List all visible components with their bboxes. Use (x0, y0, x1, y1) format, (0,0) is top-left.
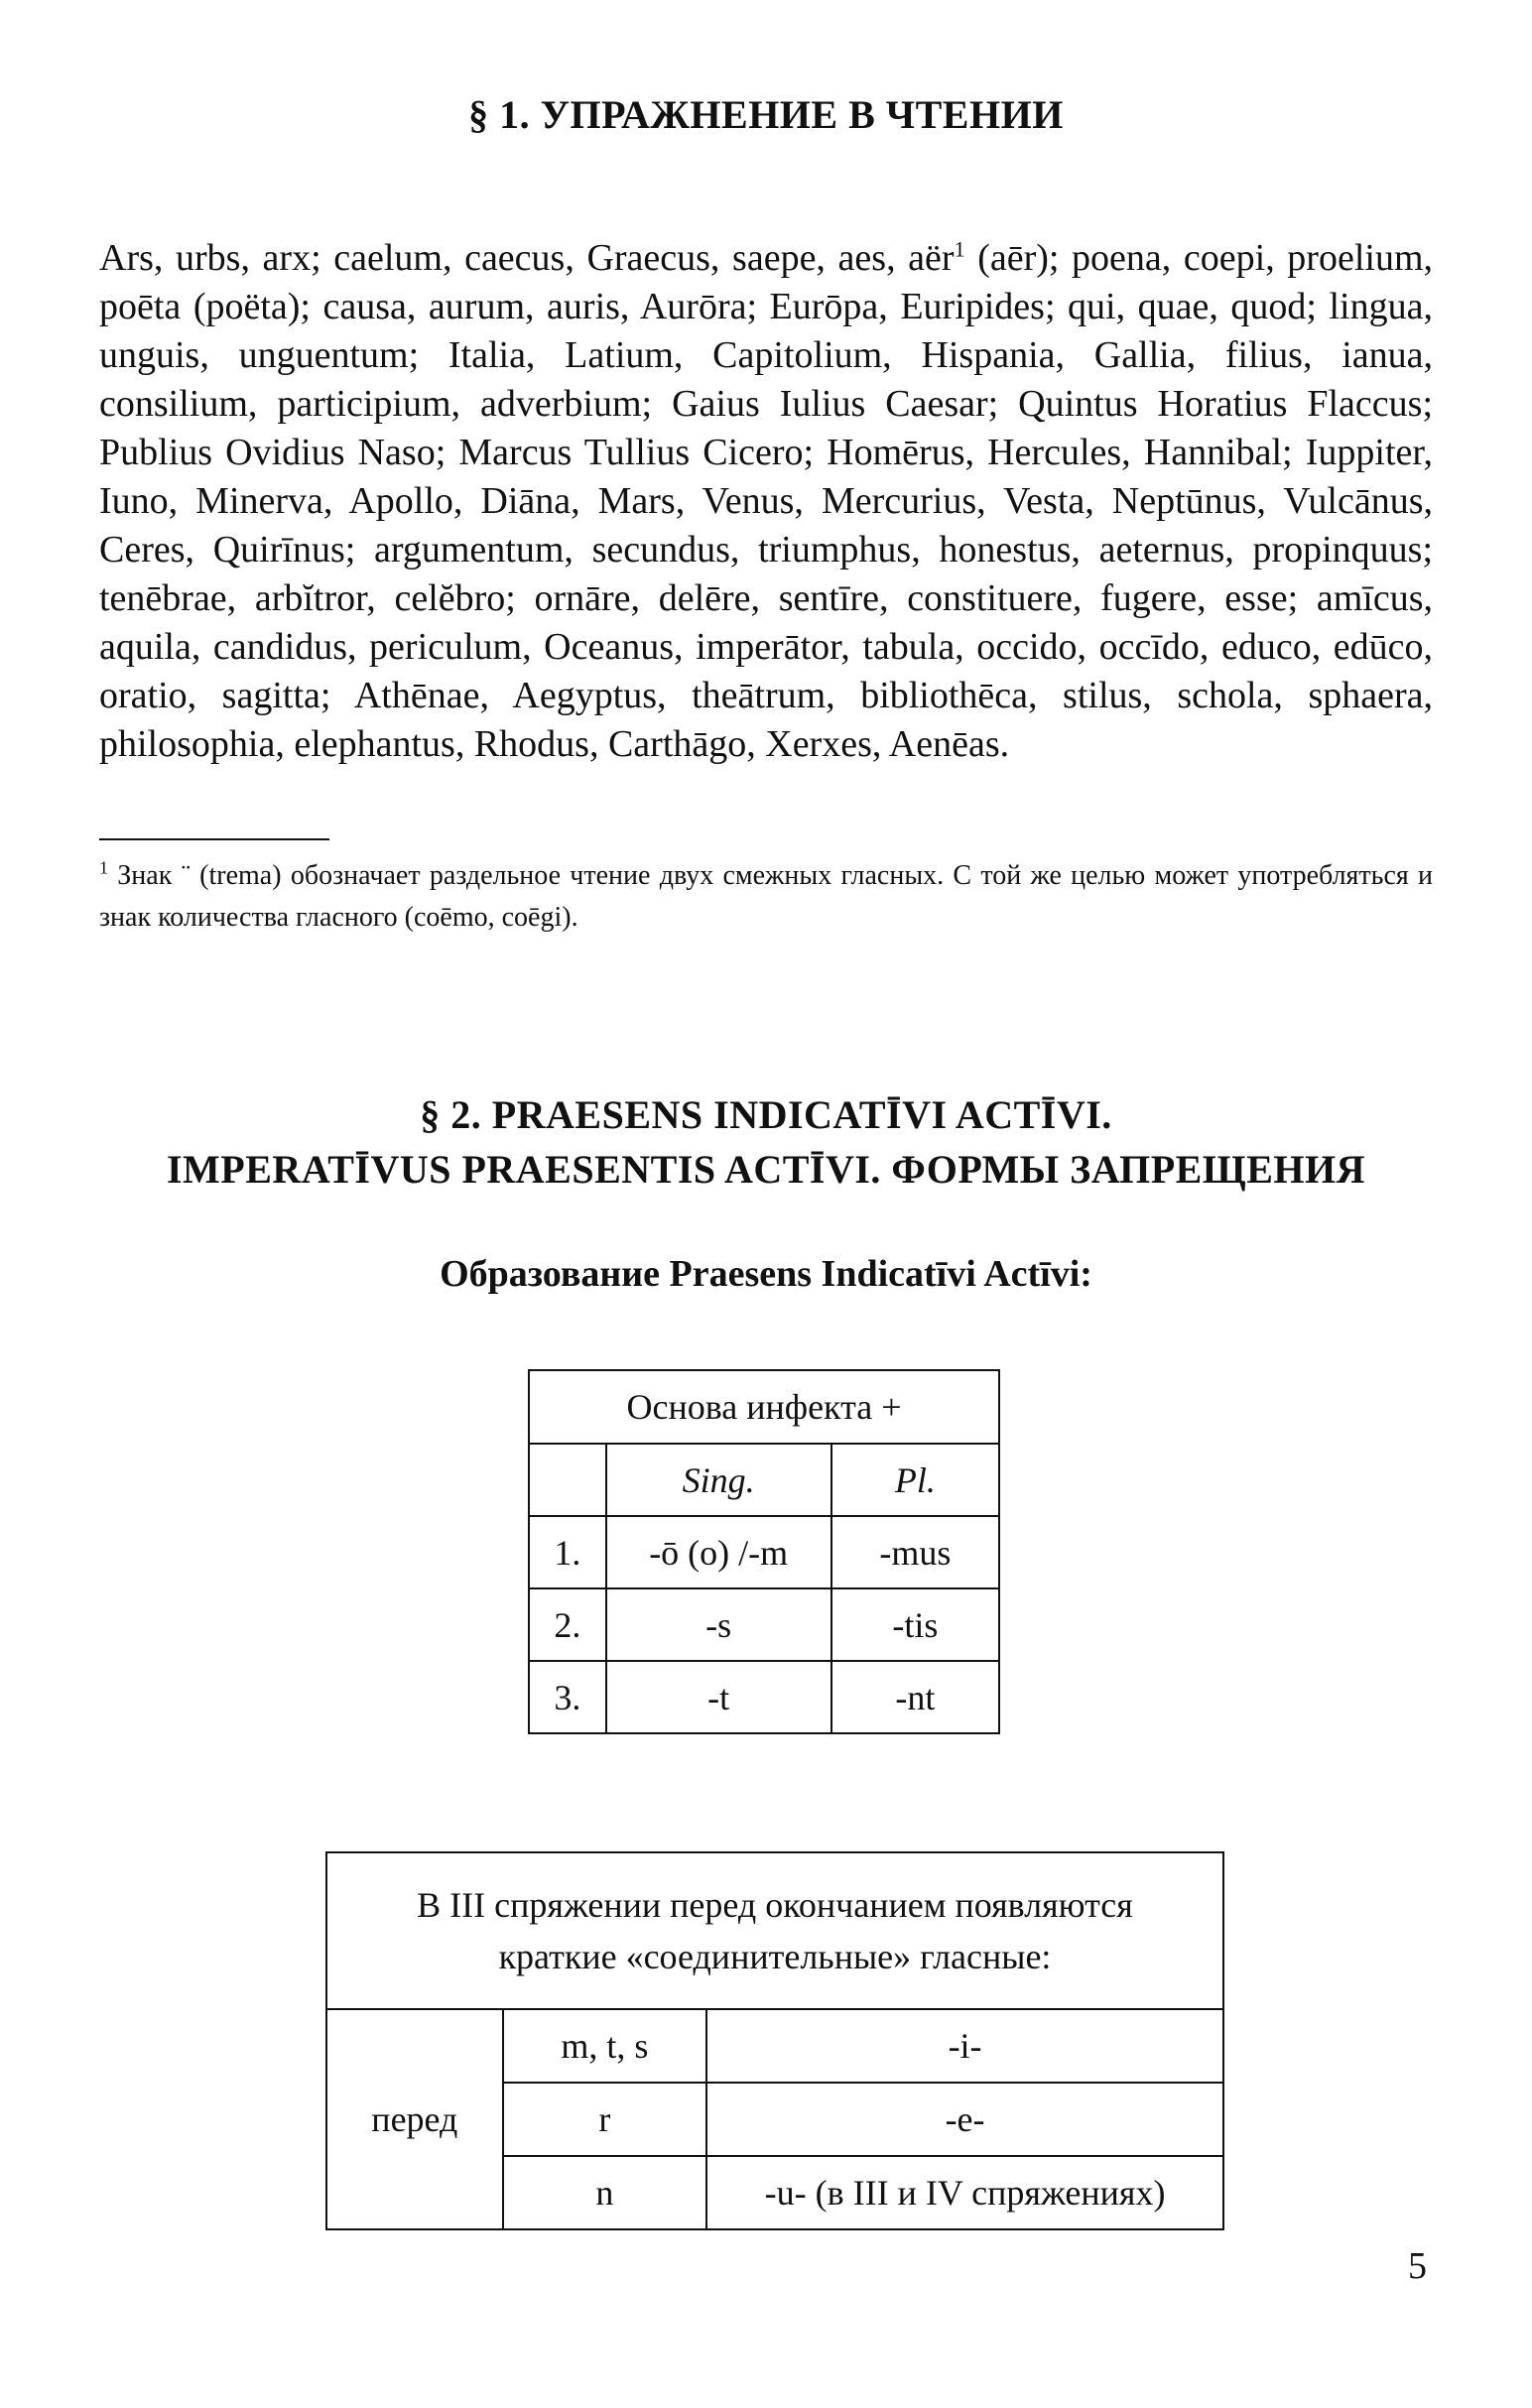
table-row (529, 1516, 999, 1588)
person-number: 1. (529, 1516, 606, 1588)
vowel-cell: -u- (в III и IV спряжениях) (706, 2156, 1223, 2229)
section-2-title-line-2: IMPERATĪVUS PRAESENTIS ACTĪVI. ФОРМЫ ЗАПРЕЩЕНИЯ (166, 1147, 1366, 1192)
footnote-divider (99, 838, 329, 840)
footnote (99, 855, 1433, 939)
footnote-reference[interactable]: 1 (954, 236, 965, 262)
table-row (326, 1852, 1223, 2009)
consonant-cell: r (503, 2083, 706, 2156)
reading-exercise-text (99, 234, 1433, 769)
pl-ending: -nt (831, 1661, 999, 1733)
table-cell-empty (529, 1444, 606, 1516)
intro-line-1: В III спряжении перед окончанием появляются (417, 1885, 1133, 1925)
table-row (529, 1370, 999, 1444)
sing-ending: -ō (o) /-m (606, 1516, 831, 1588)
intro-line-2: краткие «соединительные» гласные: (498, 1937, 1052, 1976)
before-label: перед (326, 2009, 503, 2229)
section-2-subtitle: Образование Praesens Indicatīvi Actīvi: (440, 1253, 1092, 1295)
page-number: 5 (1408, 2245, 1427, 2287)
reading-text-part-a: Ars, urbs, arx; caelum, caecus, Graecus, saepe, aes, aër (99, 237, 955, 279)
table-header-cell: Основа инфекта + (529, 1370, 999, 1444)
person-number: 3. (529, 1661, 606, 1733)
table-row (529, 1588, 999, 1661)
consonant-cell: n (503, 2156, 706, 2229)
reading-text-part-b: (aēr); poena, coepi, proelium, poēta (poëta); causa, aurum, auris, Aurōra; Eurōpa, Euripides; qui, quae, quod; lingua, unguis, unguentum; Italia, Latium, Capitolium, Hispania, Gallia, filius, ianua, consilium, participium, adverbium; Gaius Iulius Caesar; Quintus Horatius Flaccus; Publius Ovidius Naso; Marcus Tullius Cicero; Homērus, Hercules, Hannibal; Iuppiter, Iuno, Minerva, Apollo, Diāna, Mars, Venus, Mercurius, Vesta, Neptūnus, Vulcānus, Ceres, Quirīnus; argumentum, secundus, triumphus, honestus, aeternus, propinquus; tenēbrae, arbĭtror, celĕbro; ornāre, delēre, sentīre, constituere, fugere, esse; amīcus, aquila, candidus, periculum, Oceanus, imperātor, tabula, occido, occīdo, educo, edūco, oratio, sagitta; Athēnae, Aegyptus, theātrum, bibliothēca, stilus, schola, sphaera, philosophia, elephantus, Rhodus, Carthāgo, Xerxes, Aenēas. (99, 237, 1434, 765)
connecting-vowels-table (325, 1851, 1224, 2230)
table-intro-cell (326, 1852, 1223, 2009)
footnote-text: Знак ¨ (trema) обозначает раздельное чтение двух смежных гласных. С той же целью может употребляться и знак количества гласного (coēmo, coēgi). (99, 860, 1433, 933)
column-header-sing: Sing. (606, 1444, 831, 1516)
section-2-title-line-1: § 2. PRAESENS INDICATĪVI ACTĪVI. (420, 1092, 1112, 1137)
sing-ending: -t (606, 1661, 831, 1733)
section-1-title: § 1. УПРАЖНЕНИЕ В ЧТЕНИИ (468, 92, 1064, 137)
table-row (326, 2009, 1223, 2083)
sing-ending: -s (606, 1588, 831, 1661)
column-header-pl: Pl. (831, 1444, 999, 1516)
vowel-cell: -i- (706, 2009, 1223, 2083)
person-number: 2. (529, 1588, 606, 1661)
consonant-cell: m, t, s (503, 2009, 706, 2083)
footnote-number: 1 (99, 857, 108, 878)
vowel-cell: -e- (706, 2083, 1223, 2156)
pl-ending: -tis (831, 1588, 999, 1661)
table-row (529, 1444, 999, 1516)
table-row (529, 1661, 999, 1733)
praesens-endings-table (528, 1369, 1000, 1734)
pl-ending: -mus (831, 1516, 999, 1588)
